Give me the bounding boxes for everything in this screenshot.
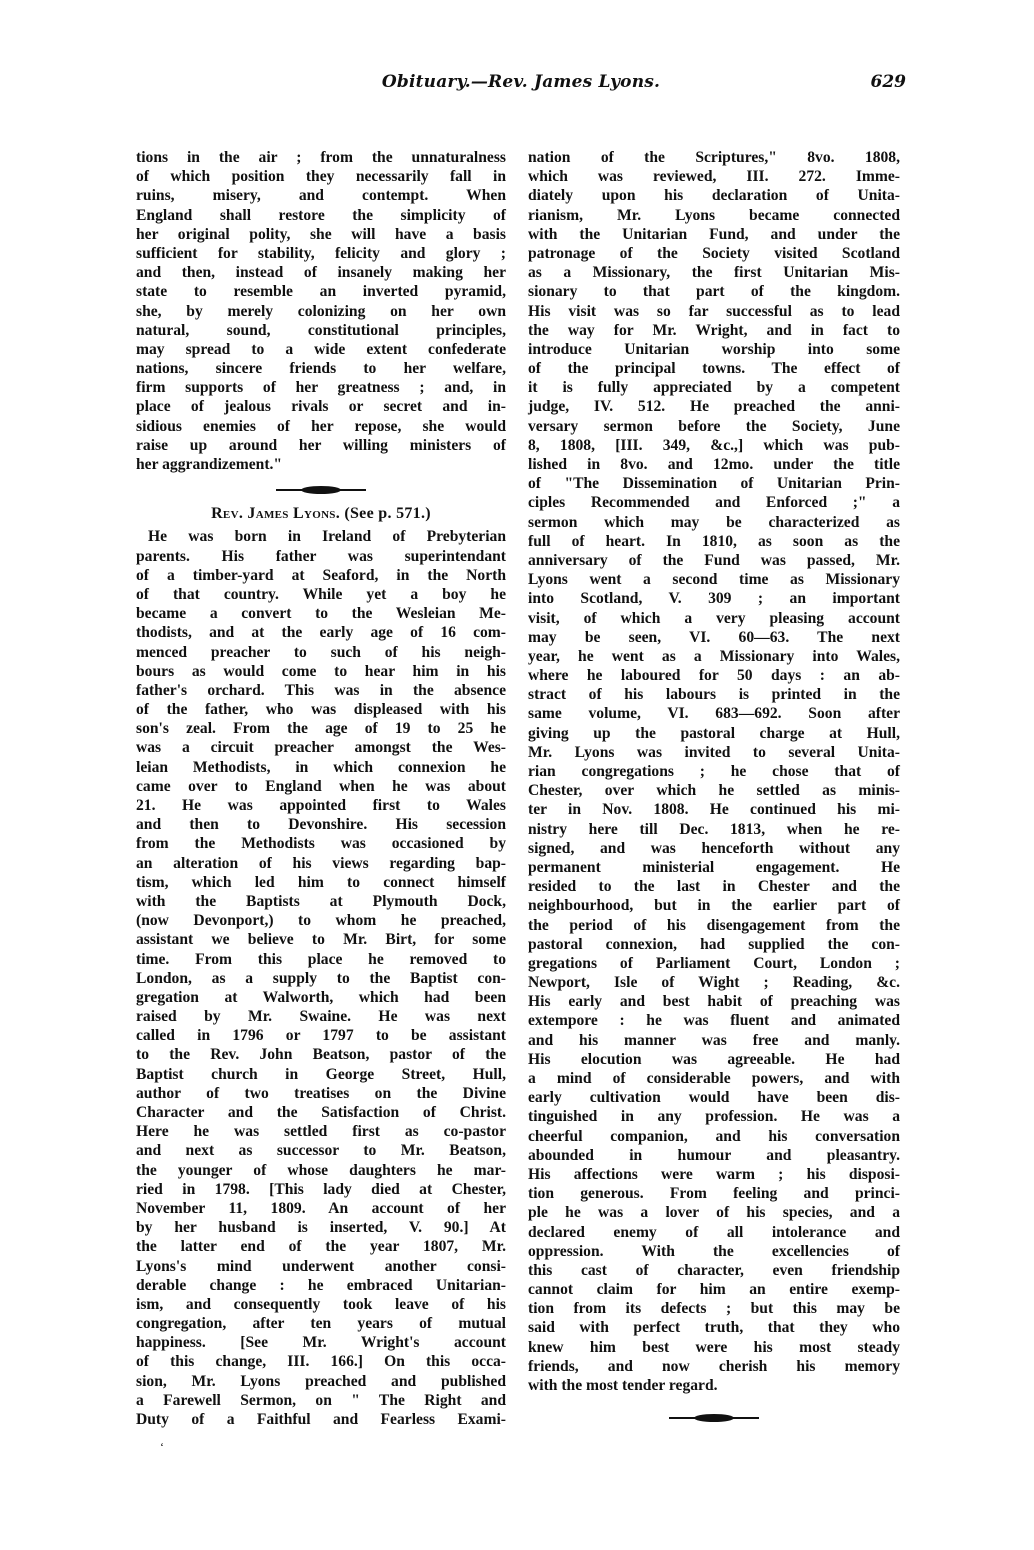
text-line: from the Methodists was occasioned by: [136, 835, 506, 853]
text-line: an alteration of his views regarding bap-: [136, 854, 506, 872]
text-line: tions in the air ; from the unnaturalness: [136, 149, 506, 166]
text-line: of a timber-yard at Seaford, in the North: [136, 566, 506, 584]
text-line: thodists, and at the early age of 16 com-: [136, 624, 506, 642]
text-line: the latter end of the year 1807, Mr.: [136, 1238, 506, 1256]
page-number: 629: [870, 72, 906, 92]
text-line: leian Methodists, in which connexion he: [136, 758, 506, 776]
text-line: sufficient for stability, felicity and glory ;: [136, 244, 506, 262]
text-line: said with perfect truth, that they who: [528, 1319, 900, 1337]
text-line: place of jealous rivals or secret and in-: [136, 398, 506, 416]
text-line: gregations of Parliament Court, London ;: [528, 954, 900, 972]
text-line: her original polity, she will have a basis: [136, 225, 506, 243]
text-line: rianism, Mr. Lyons became connected: [528, 206, 900, 224]
text-line: author of two treatises on the Divine: [136, 1084, 506, 1102]
text-line: into Scotland, V. 309 ; an important: [528, 590, 900, 608]
text-line: firm supports of her greatness ; and, in: [136, 379, 506, 397]
text-line: His elocution was agreeable. He had: [528, 1050, 900, 1068]
text-line: with the Baptists at Plymouth Dock,: [136, 892, 506, 910]
text-line: versary sermon before the Society, June: [528, 417, 900, 435]
text-line: Character and the Satisfaction of Christ.: [136, 1104, 506, 1122]
text-line: Baptist church in George Street, Hull,: [136, 1065, 506, 1083]
text-line: time. From this place he removed to: [136, 950, 506, 968]
text-line: tism, which led him to connect himself: [136, 873, 506, 891]
running-head: [136, 72, 906, 102]
text-line: ruins, misery, and contempt. When: [136, 187, 506, 205]
text-line: happiness. [See Mr. Wright's account: [136, 1334, 506, 1352]
text-line: nistry here till Dec. 1813, when he re-: [528, 820, 900, 838]
text-line: and his manner was free and manly.: [528, 1031, 900, 1049]
text-line: England shall restore the simplicity of: [136, 206, 506, 224]
text-line: rian congregations ; he chose that of: [528, 763, 900, 780]
text-line: sidious enemies of her repose, she would: [136, 417, 506, 435]
text-line: the period of his disengagement from the: [528, 916, 900, 934]
text-line: as a Missionary, the first Unitarian Mis-: [528, 264, 900, 282]
obituary-heading-reference: (See p. 571.): [344, 505, 431, 523]
text-line: pastoral connexion, had supplied the con-: [528, 935, 900, 953]
text-line: may spread to a wide extent confederate: [136, 340, 506, 358]
text-line: early cultivation would have been dis-: [528, 1089, 900, 1107]
text-line: 8, 1808, [III. 349, &c.,] which was pub-: [528, 436, 900, 454]
text-line: nations, sincere friends to her welfare,: [136, 360, 506, 378]
text-line: was a circuit preacher amongst the Wes-: [136, 739, 506, 757]
text-line: cheerful companion, and his conversation: [528, 1127, 900, 1145]
text-line: His visit was so far successful as to lead: [528, 302, 900, 320]
text-line: Chester, over which he settled as minis-: [528, 782, 900, 800]
text-line: oppression. With the excellencies of: [528, 1242, 900, 1260]
section-divider-ornament: [276, 486, 366, 494]
text-line: neighbourhood, but in the earlier part of: [528, 897, 900, 915]
text-line: where he laboured for 50 days : an ab-: [528, 667, 900, 685]
text-line: son's zeal. From the age of 19 to 25 he: [136, 720, 506, 738]
text-line: year, he went as a Missionary into Wales,: [528, 647, 900, 665]
quote-paragraph: [136, 148, 506, 474]
right-column: [528, 148, 900, 1395]
text-line: father's orchard. This was in the absence: [136, 681, 506, 699]
text-line: with the Unitarian Fund, and under the: [528, 225, 900, 243]
text-line: which was reviewed, III. 272. Imme-: [528, 168, 900, 186]
text-line: sion, Mr. Lyons preached and published: [136, 1372, 506, 1390]
text-line: derable change : he embraced Unitarian-: [136, 1276, 506, 1294]
text-line: ple he was a lover of his species, and a: [528, 1204, 900, 1222]
text-line: Duty of a Faithful and Fearless Exami-: [136, 1411, 506, 1429]
text-line: friends, and now cherish his memory: [528, 1357, 900, 1375]
text-line: nation of the Scriptures," 8vo. 1808,: [528, 149, 900, 166]
text-line: November 11, 1809. An account of her: [136, 1199, 506, 1217]
text-line: He was born in Ireland of Prebyterian: [148, 528, 506, 546]
obituary-body-left: [136, 527, 506, 1429]
text-line: of "The Dissemination of Unitarian Prin-: [528, 475, 900, 493]
text-line: raise up around her willing ministers of: [136, 436, 506, 454]
text-line: sermon which may be characterized as: [528, 513, 900, 531]
text-line: to the Rev. John Beatson, pastor of the: [136, 1046, 506, 1064]
running-title: Obituary.—Rev. James Lyons.: [381, 72, 661, 92]
text-line: a Farewell Sermon, on " The Right and: [136, 1391, 506, 1409]
end-divider-ornament: [669, 1414, 759, 1422]
text-line: ter in Nov. 1808. He continued his mi-: [528, 801, 900, 819]
text-line: Lyons went a second time as Missionary: [528, 571, 900, 589]
left-column: [136, 148, 506, 1429]
text-line: bours as would come to hear him in his: [136, 662, 506, 680]
text-line: of that country. While yet a boy he: [136, 585, 506, 603]
text-line: anniversary of the Fund was passed, Mr.: [528, 551, 900, 569]
text-line: her aggrandizement.": [136, 456, 283, 473]
text-line: ried in 1798. [This lady died at Chester,: [136, 1180, 506, 1198]
text-line: introduce Unitarian worship into some: [528, 340, 900, 358]
text-line: tinguished in any profession. He was a: [528, 1108, 900, 1126]
text-line: and next as successor to Mr. Beatson,: [136, 1142, 506, 1160]
text-line: assistant we believe to Mr. Birt, for some: [136, 931, 506, 949]
text-line: signed, and was henceforth without any: [528, 839, 900, 857]
text-line: parents. His father was superintendant: [136, 547, 506, 565]
text-line: permanent ministerial engagement. He: [528, 858, 900, 876]
text-line: sionary to that part of the kingdom.: [528, 283, 900, 301]
text-line: state to resemble an inverted pyramid,: [136, 283, 506, 301]
text-line: she, by merely colonizing on her own: [136, 302, 506, 320]
obituary-body-right: [528, 148, 900, 1395]
text-line: it is fully appreciated by a competent: [528, 379, 900, 397]
text-line: judge, IV. 512. He preached the anni-: [528, 398, 900, 416]
text-line: 21. He was appointed first to Wales: [136, 797, 506, 815]
text-line: (now Devonport,) to whom he preached,: [136, 912, 506, 930]
text-line: ism, and consequently took leave of his: [136, 1295, 506, 1313]
text-line: resided to the last in Chester and the: [528, 878, 900, 896]
text-line: raised by Mr. Swaine. He was next: [136, 1008, 506, 1026]
text-line: tion generous. From feeling and princi-: [528, 1185, 900, 1203]
text-line: His affections were warm ; his disposi-: [528, 1165, 900, 1183]
text-line: His early and best habit of preaching was: [528, 993, 900, 1011]
text-line: congregation, after ten years of mutual: [136, 1315, 506, 1333]
text-line: of which position they necessarily fall in: [136, 168, 506, 186]
text-line: natural, sound, constitutional principles,: [136, 321, 506, 339]
text-line: the way for Mr. Wright, and in fact to: [528, 321, 900, 339]
text-line: tion from its defects ; but this may be: [528, 1300, 900, 1318]
text-line: declared enemy of all intolerance and: [528, 1223, 900, 1241]
text-line: of the father, who was displeased with his: [136, 701, 506, 719]
text-line: this cast of character, even friendship: [528, 1261, 900, 1279]
text-line: and then, instead of insanely making her: [136, 264, 506, 282]
text-line: the younger of whose daughters he mar-: [136, 1161, 506, 1179]
obituary-heading-name: Rev. James Lyons.: [211, 505, 341, 523]
text-line: knew him best were his most steady: [528, 1338, 900, 1356]
text-line: giving up the pastoral charge at Hull,: [528, 724, 900, 742]
text-line: Mr. Lyons was invited to several Unita-: [528, 743, 900, 761]
text-line: called in 1796 or 1797 to be assistant: [136, 1027, 506, 1045]
obituary-heading: [136, 504, 506, 523]
text-line: cannot claim for him an entire exemp-: [528, 1281, 900, 1299]
text-line: Here he was settled first as co-pastor: [136, 1123, 506, 1141]
text-line: London, as a supply to the Baptist con-: [136, 969, 506, 987]
text-line: diately upon his declaration of Unita-: [528, 187, 900, 205]
text-line: lished in 8vo. and 12mo. under the title: [528, 456, 900, 473]
text-line: came over to England when he was about: [136, 777, 506, 795]
text-line: visit, of which a very pleasing account: [528, 609, 900, 627]
text-line: ciples Recommended and Enforced ;" a: [528, 494, 900, 512]
text-line: by her husband is inserted, V. 90.] At: [136, 1219, 506, 1237]
text-line: and then to Devonshire. His secession: [136, 816, 506, 834]
text-line: a mind of considerable powers, and with: [528, 1070, 900, 1087]
text-line: full of heart. In 1810, as soon as the: [528, 532, 900, 550]
text-line: with the most tender regard.: [528, 1377, 718, 1394]
text-line: Newport, Isle of Wight ; Reading, &c.: [528, 974, 900, 992]
text-line: may be seen, VI. 60—63. The next: [528, 628, 900, 646]
text-line: of this change, III. 166.] On this occa-: [136, 1353, 506, 1371]
text-line: abounded in humour and pleasantry.: [528, 1146, 900, 1164]
text-line: extempore : he was fluent and animated: [528, 1012, 900, 1030]
text-line: of the principal towns. The effect of: [528, 360, 900, 378]
text-line: Lyons's mind underwent another consi-: [136, 1257, 506, 1275]
text-line: patronage of the Society visited Scotland: [528, 244, 900, 262]
text-line: menced preacher to such of his neigh-: [136, 643, 506, 661]
stray-print-mark: ʻ: [160, 1440, 164, 1454]
text-line: same volume, VI. 683—692. Soon after: [528, 705, 900, 723]
text-line: became a convert to the Wesleian Me-: [136, 605, 506, 623]
text-line: stract of his labours is printed in the: [528, 686, 900, 704]
text-line: gregation at Walworth, which had been: [136, 988, 506, 1006]
